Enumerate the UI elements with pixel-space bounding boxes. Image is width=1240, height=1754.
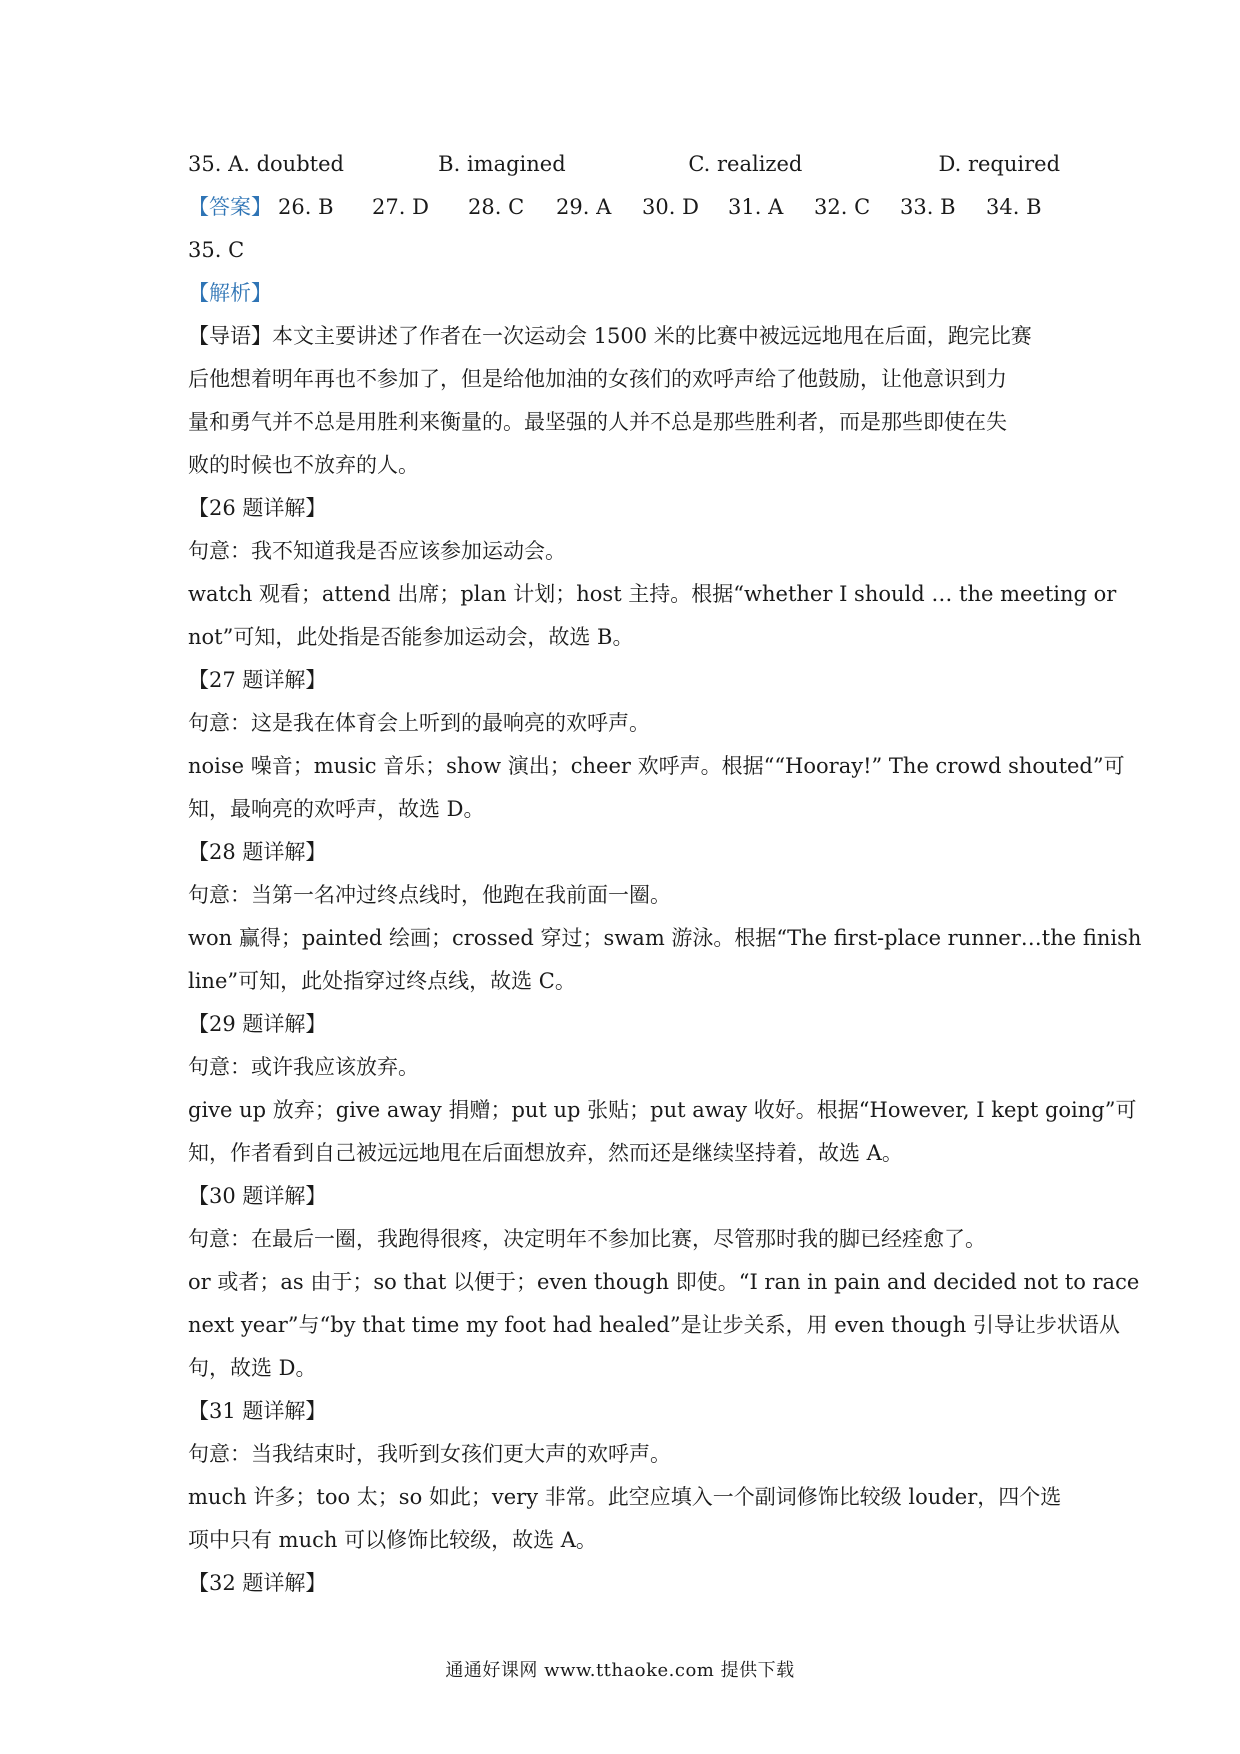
section-line: 知，最响亮的欢呼声，故选 D。 bbox=[188, 797, 485, 821]
section-30 bbox=[188, 1175, 1140, 1390]
section-line: much 许多；too 太；so 如此；very 非常。此空应填入一个副词修饰比较级 louder，四个选 bbox=[188, 1485, 1062, 1509]
answer-item: 31. A bbox=[728, 195, 784, 219]
section-28 bbox=[188, 831, 1142, 1003]
analysis-heading: 【解析】 bbox=[188, 281, 272, 305]
section-heading: 【27 题详解】 bbox=[188, 668, 327, 692]
intro-line: 败的时候也不放弃的人。 bbox=[188, 453, 419, 477]
answer-item: 32. C bbox=[814, 195, 871, 219]
section-line: next year”与“by that time my foot had healed”是让步关系，用 even though 引导让步状语从 bbox=[188, 1313, 1120, 1337]
intro-line: 量和勇气并不总是用胜利来衡量的。最坚强的人并不总是那些胜利者，而是那些即使在失 bbox=[188, 410, 1007, 434]
answer-item: 26. B bbox=[278, 195, 334, 219]
question-35-options bbox=[188, 143, 1060, 186]
section-line: 句意：当我结束时，我听到女孩们更大声的欢呼声。 bbox=[188, 1442, 671, 1466]
section-line: watch 观看；attend 出席；plan 计划；host 主持。根据“whether I should … the meeting or bbox=[188, 582, 1117, 606]
section-heading: 【28 题详解】 bbox=[188, 840, 327, 864]
section-heading: 【29 题详解】 bbox=[188, 1012, 327, 1036]
section-line: 项中只有 much 可以修饰比较级，故选 A。 bbox=[188, 1528, 597, 1552]
option-a: 35. A. doubted bbox=[188, 152, 344, 176]
intro-line: 【导语】本文主要讲述了作者在一次运动会 1500 米的比赛中被远远地甩在后面，跑完比赛 bbox=[188, 324, 1032, 348]
answer-item: 28. C bbox=[468, 195, 525, 219]
section-line: 句意：我不知道我是否应该参加运动会。 bbox=[188, 539, 566, 563]
section-heading: 【30 题详解】 bbox=[188, 1184, 327, 1208]
section-line: 句意：这是我在体育会上听到的最响亮的欢呼声。 bbox=[188, 711, 650, 735]
answer-item: 34. B bbox=[986, 195, 1042, 219]
section-line: line”可知，此处指穿过终点线，故选 C。 bbox=[188, 969, 576, 993]
section-line: 句意：在最后一圈，我跑得很疼，决定明年不参加比赛，尽管那时我的脚已经痊愈了。 bbox=[188, 1227, 986, 1251]
answer-item: 30. D bbox=[642, 195, 699, 219]
answer-item: 29. A bbox=[556, 195, 612, 219]
section-heading: 【32 题详解】 bbox=[188, 1571, 327, 1595]
answer-item: 33. B bbox=[900, 195, 956, 219]
answer-row bbox=[188, 186, 1060, 229]
section-line: or 或者；as 由于；so that 以便于；even though 即使。“I ran in pain and decided not to race bbox=[188, 1270, 1140, 1294]
section-29 bbox=[188, 1003, 1137, 1175]
answer-last: 35. C bbox=[188, 238, 245, 262]
section-27 bbox=[188, 659, 1125, 831]
section-line: not”可知，此处指是否能参加运动会，故选 B。 bbox=[188, 625, 634, 649]
section-line: 句意：当第一名冲过终点线时，他跑在我前面一圈。 bbox=[188, 883, 671, 907]
section-26 bbox=[188, 487, 1117, 659]
section-31 bbox=[188, 1390, 1060, 1562]
section-line: 句意：或许我应该放弃。 bbox=[188, 1055, 419, 1079]
option-d: D. required bbox=[938, 152, 1061, 176]
answer-item: 27. D bbox=[372, 195, 429, 219]
section-line: won 赢得；painted 绘画；crossed 穿过；swam 游泳。根据“The first-place runner…the finish bbox=[188, 926, 1142, 950]
page-footer: 通通好课网 www.tthaoke.com 提供下载 bbox=[445, 1660, 795, 1681]
section-line: 句，故选 D。 bbox=[188, 1356, 317, 1380]
answer-tag: 【答案】 bbox=[188, 195, 272, 219]
section-line: noise 噪音；music 音乐；show 演出；cheer 欢呼声。根据““Hooray!” The crowd shouted”可 bbox=[188, 754, 1125, 778]
section-line: 知，作者看到自己被远远地甩在后面想放弃，然而还是继续坚持着，故选 A。 bbox=[188, 1141, 903, 1165]
section-line: give up 放弃；give away 捐赠；put up 张贴；put away 收好。根据“However, I kept going”可 bbox=[188, 1098, 1137, 1122]
section-heading: 【31 题详解】 bbox=[188, 1399, 327, 1423]
section-32 bbox=[188, 1562, 1060, 1605]
intro-paragraph bbox=[188, 315, 1060, 487]
option-b: B. imagined bbox=[438, 152, 566, 176]
option-c: C. realized bbox=[688, 152, 803, 176]
document-body bbox=[188, 143, 1142, 1605]
intro-line: 后他想着明年再也不参加了，但是给他加油的女孩们的欢呼声给了他鼓励，让他意识到力 bbox=[188, 367, 1007, 391]
section-heading: 【26 题详解】 bbox=[188, 496, 327, 520]
